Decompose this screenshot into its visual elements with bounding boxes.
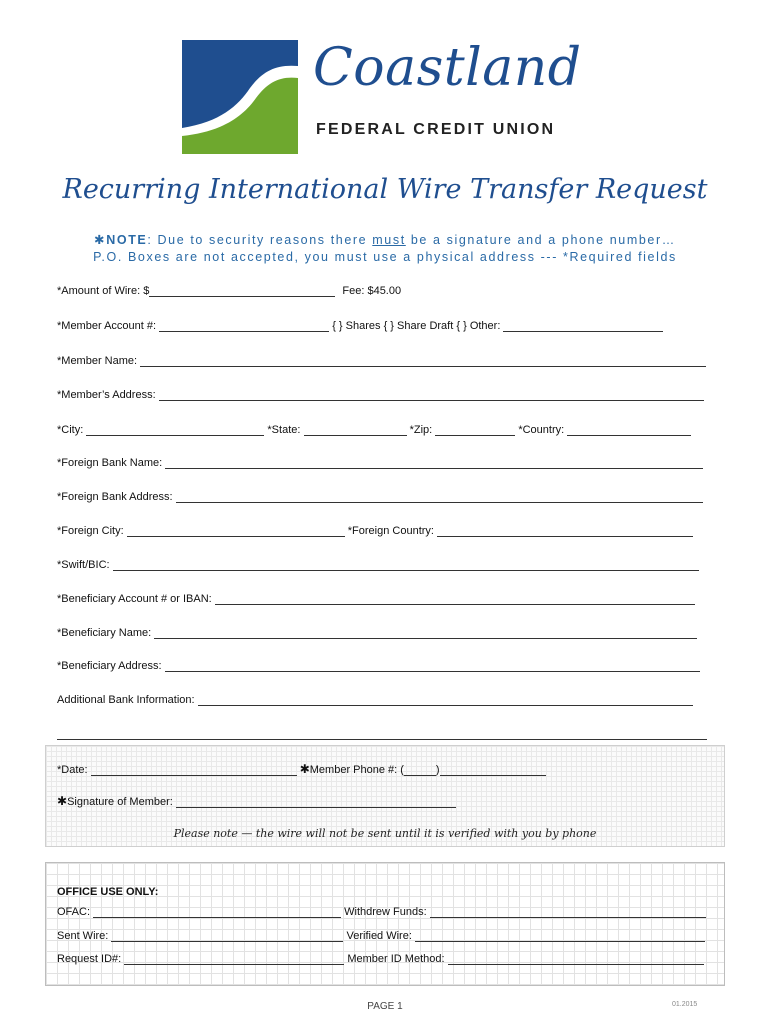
note-label: NOTE xyxy=(106,233,148,247)
request-id-row xyxy=(57,953,704,965)
date-phone-row xyxy=(57,762,546,776)
beneficiary-address-row xyxy=(57,660,700,672)
signature-row xyxy=(57,794,456,808)
beneficiary-address-label: *Beneficiary Address: xyxy=(57,660,162,672)
verified-wire-label: Verified Wire: xyxy=(346,930,412,942)
share-draft-option[interactable]: { } Share Draft xyxy=(383,320,454,332)
other-option[interactable]: { } Other: xyxy=(456,320,501,332)
country-field[interactable] xyxy=(567,424,691,436)
state-label: *State: xyxy=(267,424,301,436)
fee-text: Fee: $45.00 xyxy=(342,285,402,297)
state-field[interactable] xyxy=(304,424,407,436)
foreign-city-label: *Foreign City: xyxy=(57,525,124,537)
ofac-row xyxy=(57,906,706,918)
withdrew-field[interactable] xyxy=(430,906,706,918)
zip-field[interactable] xyxy=(435,424,515,436)
member-name-label: *Member Name: xyxy=(57,355,138,367)
note-star-icon: ✱ xyxy=(94,233,107,247)
date-field[interactable] xyxy=(91,764,297,776)
foreign-city-field[interactable] xyxy=(127,525,345,537)
additional-bank-row xyxy=(57,694,693,706)
zip-label: *Zip: xyxy=(409,424,433,436)
amount-field[interactable] xyxy=(149,285,335,297)
additional-bank-field-2[interactable] xyxy=(57,728,707,740)
form-title: Recurring International Wire Transfer Request xyxy=(62,174,708,205)
beneficiary-name-field[interactable] xyxy=(154,627,697,639)
city-field[interactable] xyxy=(86,424,264,436)
member-name-field[interactable] xyxy=(140,355,706,367)
other-field[interactable] xyxy=(503,320,663,332)
foreign-city-row xyxy=(57,525,693,537)
member-address-row xyxy=(57,389,704,401)
request-id-field[interactable] xyxy=(124,953,344,965)
foreign-bank-name-label: *Foreign Bank Name: xyxy=(57,457,163,469)
page-number: PAGE 1 xyxy=(367,1001,403,1012)
foreign-bank-name-field[interactable] xyxy=(165,457,703,469)
logo-subtitle: FEDERAL CREDIT UNION xyxy=(316,121,556,138)
swift-field[interactable] xyxy=(113,559,699,571)
signature-field[interactable] xyxy=(176,796,456,808)
foreign-bank-address-field[interactable] xyxy=(176,491,703,503)
note-line-1 xyxy=(0,232,770,247)
beneficiary-account-label: *Beneficiary Account # or IBAN: xyxy=(57,593,212,605)
office-use-heading: OFFICE USE ONLY: xyxy=(57,886,159,898)
coastland-logo xyxy=(180,36,580,156)
swift-label: *Swift/BIC: xyxy=(57,559,110,571)
phone-star-icon: ✱ xyxy=(299,762,310,776)
verified-wire-field[interactable] xyxy=(415,930,705,942)
phone-area-field[interactable] xyxy=(404,764,436,776)
foreign-bank-address-row xyxy=(57,491,703,503)
beneficiary-name-label: *Beneficiary Name: xyxy=(57,627,152,639)
swift-row xyxy=(57,559,699,571)
country-label: *Country: xyxy=(518,424,565,436)
additional-bank-row-2 xyxy=(57,728,707,740)
date-label: *Date: xyxy=(57,764,88,776)
amount-row xyxy=(57,285,401,297)
member-address-field[interactable] xyxy=(159,389,704,401)
ofac-label: OFAC: xyxy=(57,906,91,918)
signature-star-icon: ✱ xyxy=(57,794,68,808)
beneficiary-address-field[interactable] xyxy=(165,660,700,672)
foreign-country-label: *Foreign Country: xyxy=(347,525,434,537)
member-account-row xyxy=(57,320,663,332)
foreign-bank-name-row xyxy=(57,457,703,469)
shares-option[interactable]: { } Shares xyxy=(332,320,381,332)
form-code: 01.2015 xyxy=(672,1001,698,1008)
phone-paren: ) xyxy=(435,764,440,776)
additional-bank-field[interactable] xyxy=(198,694,693,706)
withdrew-label: Withdrew Funds: xyxy=(344,906,427,918)
member-name-row xyxy=(57,355,706,367)
note-text-post: be a signature and a phone number… xyxy=(405,233,676,247)
beneficiary-account-field[interactable] xyxy=(215,593,695,605)
sent-wire-row xyxy=(57,930,705,942)
foreign-country-field[interactable] xyxy=(437,525,693,537)
member-id-method-label: Member ID Method: xyxy=(347,953,445,965)
sent-wire-label: Sent Wire: xyxy=(57,930,109,942)
note-line-2: P.O. Boxes are not accepted, you must use a physical address --- *Required fields xyxy=(93,250,677,264)
city-row xyxy=(57,424,691,436)
amount-label: *Amount of Wire: $ xyxy=(57,285,150,297)
phone-label: Member Phone #: ( xyxy=(309,764,404,776)
logo-wave-icon xyxy=(180,36,305,156)
member-address-label: *Member’s Address: xyxy=(57,389,156,401)
additional-bank-label: Additional Bank Information: xyxy=(57,694,195,706)
member-account-field[interactable] xyxy=(159,320,329,332)
signature-label: Signature of Member: xyxy=(67,796,173,808)
office-use-box xyxy=(45,862,725,986)
logo-name: Coastland xyxy=(313,38,582,98)
foreign-bank-address-label: *Foreign Bank Address: xyxy=(57,491,173,503)
city-label: *City: xyxy=(57,424,84,436)
request-id-label: Request ID#: xyxy=(57,953,122,965)
beneficiary-name-row xyxy=(57,627,697,639)
member-account-label: *Member Account #: xyxy=(57,320,157,332)
ofac-field[interactable] xyxy=(93,906,341,918)
note-must: must xyxy=(372,233,406,247)
sent-wire-field[interactable] xyxy=(111,930,343,942)
note-text-pre: : Due to security reasons there xyxy=(147,233,373,247)
beneficiary-account-row xyxy=(57,593,695,605)
member-id-method-field[interactable] xyxy=(448,953,704,965)
please-note-text: Please note — the wire will not be sent until it is verified with you by phone xyxy=(173,827,597,840)
phone-number-field[interactable] xyxy=(440,764,546,776)
